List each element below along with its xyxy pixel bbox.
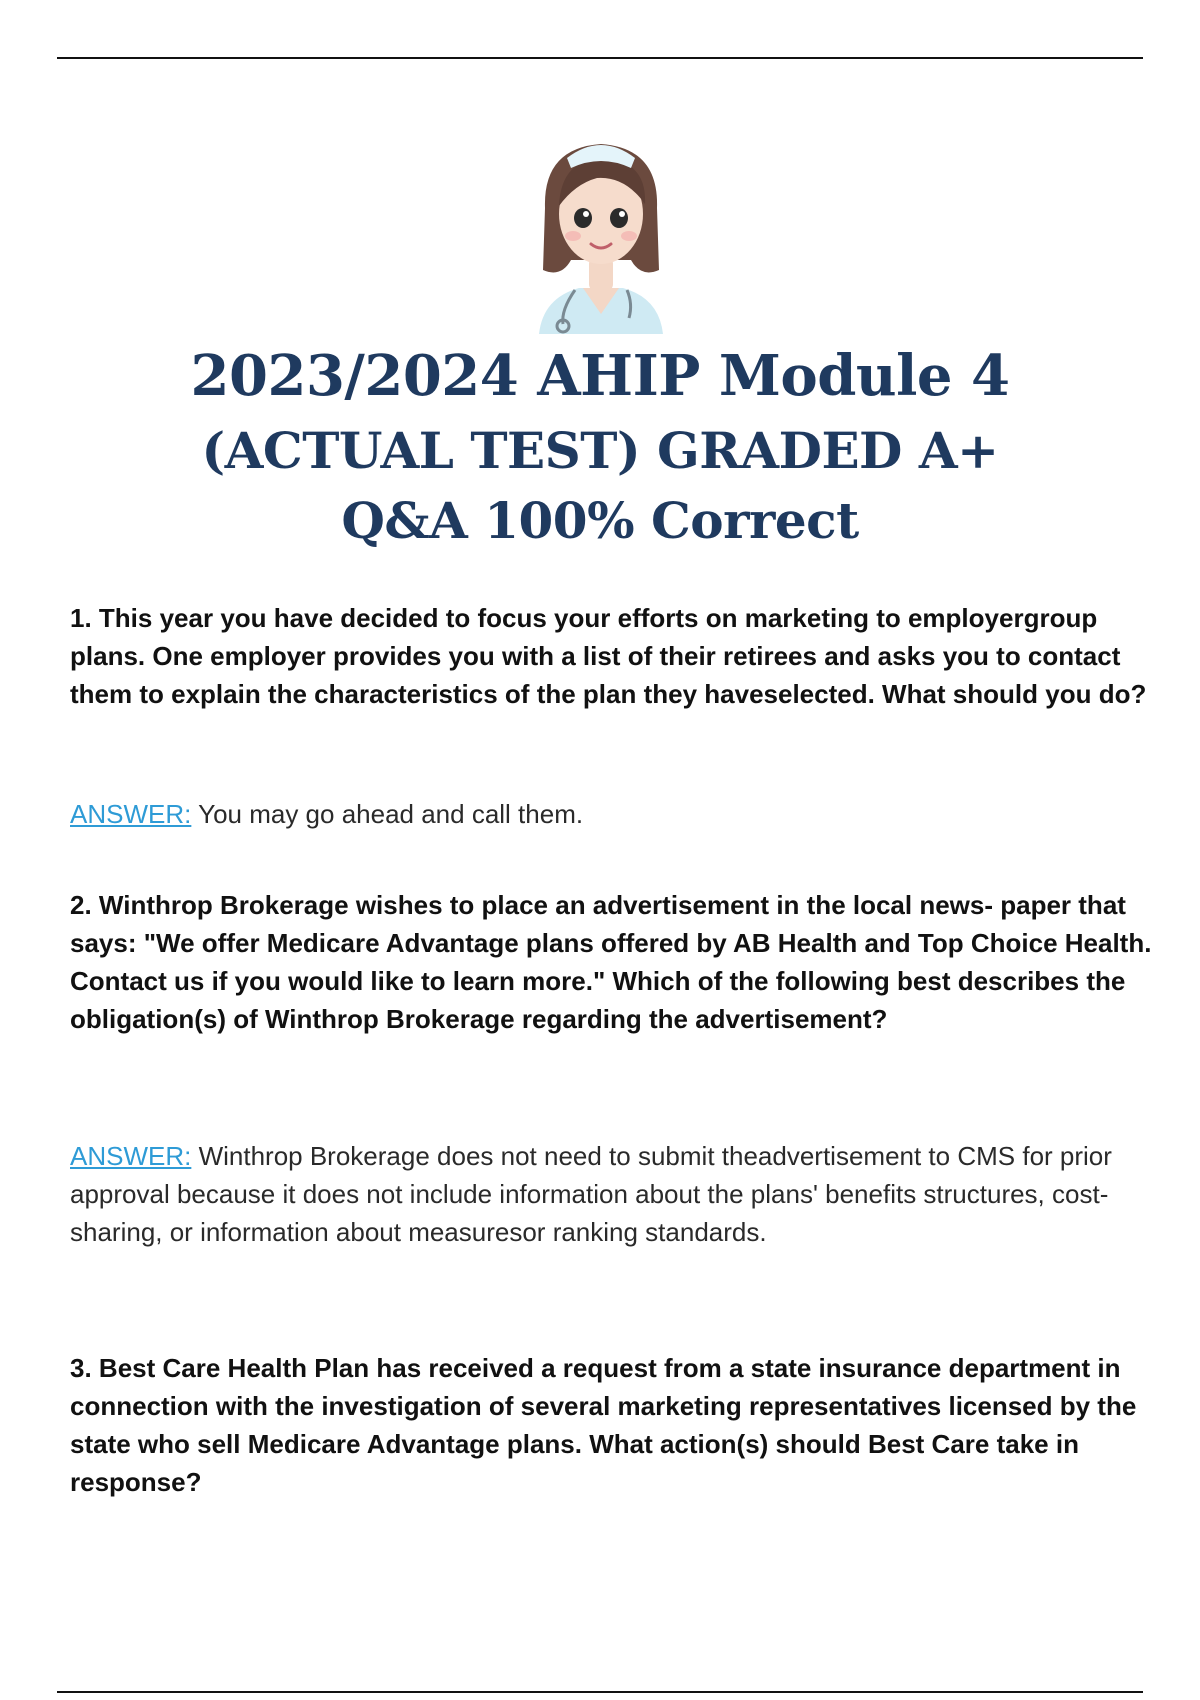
answer-text: You may go ahead and call them. — [198, 799, 584, 829]
question-number: 3. — [70, 1353, 92, 1383]
document-title-line-1: 2023/2024 AHIP Module 4 — [190, 343, 1010, 409]
question-1 — [70, 599, 1160, 713]
question-2 — [70, 886, 1160, 1038]
question-text: Best Care Health Plan has received a request from a state insurance department in connection with the investigation of several marketing representatives licensed by the state who sell Medicare Advantage plans. What action(s) should Best Care take in response? — [70, 1353, 1137, 1497]
nurse-avatar-icon — [521, 128, 681, 334]
document-title-line-2: (ACTUAL TEST) GRADED A+ — [201, 421, 999, 480]
answer-label: ANSWER: — [70, 1141, 192, 1171]
question-text: Winthrop Brokerage wishes to place an advertisement in the local news- paper that says: "We offer Medicare Advantage plans offered by AB Health and Top Choice Health. Contact us if you would like to learn more." Which of the following best describes the obligation(s) of Winthrop Brokerage regarding the advertisement? — [70, 890, 1152, 1034]
question-number: 2. — [70, 890, 92, 920]
answer-2 — [70, 1137, 1160, 1251]
answer-label: ANSWER: — [70, 799, 192, 829]
answer-text: Winthrop Brokerage does not need to submit theadvertisement to CMS for prior approval because it does not include information about the plans' benefits structures, cost-sharing, or information about measuresor ranking standards. — [70, 1141, 1112, 1247]
answer-1 — [70, 795, 1160, 833]
question-3 — [70, 1349, 1160, 1501]
document-title-line-3: Q&A 100% Correct — [341, 491, 859, 550]
top-rule — [57, 57, 1143, 59]
question-number: 1. — [70, 603, 92, 633]
bottom-rule — [57, 1691, 1143, 1693]
question-text: This year you have decided to focus your efforts on marketing to employergroup plans. One employer provides you with a list of their retirees and asks you to contact them to explain the characteristics of the plan they haveselected. What should you do? — [70, 603, 1147, 709]
